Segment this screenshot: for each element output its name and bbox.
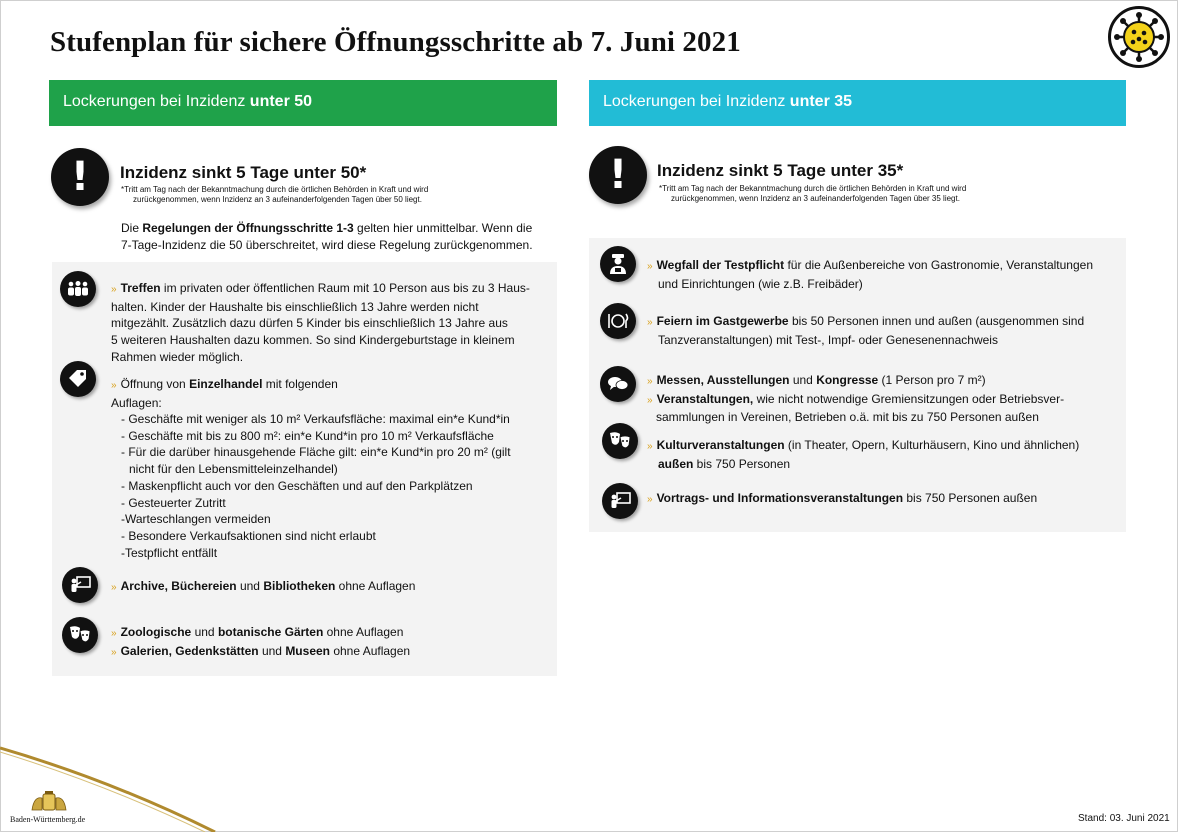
condition-note-under-35 [659,184,966,204]
theater-masks-icon [602,423,638,459]
item-text: halten. Kinder der Haushalte bis einschließlich 13 Jahre werden nicht [111,299,479,314]
auflage-item: - Geschäfte mit bis zu 800 m²: ein*e Kund*in pro 10 m² Verkaufsfläche [121,428,494,443]
intro-text-part: 7-Tage-Inzidenz die 50 überschreitet, wird diese Regelung zurückgenommen. [121,238,533,252]
item-bold: Galerien, Gedenkstätten [120,643,259,658]
item-text: für die Außenbereiche von Gastronomie, Veranstaltungen [784,258,1093,272]
page-title: Stufenplan für sichere Öffnungsschritte ab 7. Juni 2021 [50,26,741,58]
item-bold: außen [658,456,694,471]
chevron-icon: » [647,394,653,406]
item-text: und [191,625,218,639]
item-text: sammlungen in Vereinen, Betrieben o.ä. mit bis zu 750 Personen außen [656,410,1039,425]
list-item-messen-veranstaltungen [647,372,1122,426]
item-bold: Messen, Ausstellungen [656,373,790,387]
item-bold: Treffen [120,281,161,295]
speech-bubbles-icon [600,366,636,402]
chevron-icon: » [111,284,117,295]
banner-under-35 [589,80,1126,126]
auflage-item: - Geschäfte mit weniger als 10 m² Verkaufsfläche: maximal ein*e Kund*in [121,412,510,426]
list-item-feiern [647,313,1122,348]
presentation-icon [62,567,98,603]
item-bold: Kulturveranstaltungen [656,438,785,452]
chevron-icon: » [647,261,653,272]
item-bold: Feiern im Gastgewerbe [656,314,789,328]
auflage-item: nicht für den Lebensmitteleinzelhandel) [129,462,338,477]
item-text: bis 750 Personen [693,456,791,471]
item-bold: Vortrags- und Informationsveranstaltungen [656,491,904,505]
list-item-treffen [111,280,551,366]
item-text: Öffnung von [120,377,190,391]
chevron-icon: » [647,441,653,452]
item-bold: Bibliotheken [263,579,336,593]
people-icon [60,271,96,307]
item-text: wie nicht notwendige Gremiensitzungen oder Betriebsver- [753,391,1065,406]
dining-icon [600,303,636,339]
item-bold: Einzelhandel [189,377,263,391]
item-text: ohne Auflagen [330,643,411,658]
chevron-icon: » [111,380,117,391]
chevron-icon: » [647,494,653,505]
item-text: Auflagen: [111,395,162,410]
chevron-icon: » [111,646,117,658]
item-text: bis 750 Personen außen [903,491,1038,505]
auflage-item: - Gesteuerter Zutritt [121,495,226,510]
auflage-item: -Warteschlangen vermeiden [121,512,271,527]
chevron-icon: » [111,628,117,639]
chevron-icon: » [647,376,653,387]
item-text: (in Theater, Opern, Kulturhäusern, Kino und ähnlichen) [784,438,1080,452]
footer-stand-date: Stand: 03. Juni 2021 [1078,813,1170,824]
item-text: ohne Auflagen [335,579,416,593]
condition-note-under-50 [121,185,428,205]
price-tag-icon [60,361,96,397]
list-item-testpflicht [647,257,1122,292]
item-bold: Museen [285,643,330,658]
item-text: und [258,643,286,658]
item-text: mit folgenden [262,377,338,391]
item-text: mitgezählt. Zusätzlich dazu dürfen 5 Kinder bis einschließlich 13 Jahre aus [111,316,508,331]
chevron-icon: » [111,582,117,593]
item-text: und Einrichtungen (wie z.B. Freibäder) [658,276,863,291]
condition-note-line: *Tritt am Tag nach der Bekanntmachung durch die örtlichen Behörden in Kraft und wird [659,184,967,193]
chevron-icon: » [647,317,653,328]
auflage-item: - Für die darüber hinausgehende Fläche gilt: ein*e Kund*in pro 20 m² (gilt [121,445,511,460]
auflagen-list [121,411,551,561]
list-item-zoo-galerien [111,624,551,661]
intro-text-part: Die [121,221,143,235]
banner-under-35-prefix: Lockerungen bei Inzidenz [603,93,790,110]
item-text: (1 Person pro 7 m²) [878,373,986,387]
list-item-einzelhandel [111,376,551,411]
item-text: bis 50 Personen innen und außen (ausgenommen sind [788,314,1085,328]
presentation-icon [602,483,638,519]
banner-under-50-bold: unter 50 [249,93,313,110]
list-item-kultur [647,437,1122,472]
item-text: 5 weiteren Haushalten dazu kommen. So sind Kindergeburtstage in kleinem [111,333,515,348]
item-text: und [789,373,817,387]
condition-title-under-35: Inzidenz sinkt 5 Tage unter 35* [657,161,904,180]
intro-text-bold: Regelungen der Öffnungsschritte 1-3 [142,221,354,235]
item-text: und [236,579,264,593]
item-text: Tanzveranstaltungen) mit Test-, Impf- oder Genesenennachweis [658,332,998,347]
item-bold: Veranstaltungen, [656,391,754,406]
condition-note-line: zurückgenommen, wenn Inzidenz an 3 aufeinanderfolgenden Tagen über 50 liegt. [133,195,422,204]
warning-icon: ! [589,146,647,204]
auflage-item: - Besondere Verkaufsaktionen sind nicht erlaubt [121,528,376,543]
coat-of-arms-logo [30,790,68,814]
list-item-vortrag [647,490,1122,509]
item-bold: Kongresse [816,373,879,387]
banner-under-50 [49,80,557,126]
item-text: ohne Auflagen [323,625,404,639]
auflage-item: -Testpflicht entfällt [121,545,218,560]
banner-under-35-bold: unter 35 [789,93,853,110]
warning-icon: ! [51,148,109,206]
item-bold: Archive, Büchereien [120,579,237,593]
intro-text [121,220,553,254]
list-item-archive [111,578,551,597]
item-text: Rahmen wieder möglich. [111,349,244,364]
banner-under-50-prefix: Lockerungen bei Inzidenz [63,93,250,110]
theater-masks-icon [62,617,98,653]
item-text: im privaten oder öffentlichen Raum mit 10 Person aus bis zu 3 Haus- [160,281,530,295]
item-bold: botanische Gärten [217,625,324,639]
item-bold: Zoologische [120,625,192,639]
intro-text-part: gelten hier unmittelbar. Wenn die [353,221,533,235]
condition-note-line: zurückgenommen, wenn Inzidenz an 3 aufeinanderfolgenden Tagen über 35 liegt. [671,194,960,203]
auflage-item: - Maskenpflicht auch vor den Geschäften und auf den Parkplätzen [121,478,473,493]
person-test-icon [600,246,636,282]
virus-icon [1108,6,1170,68]
item-bold: Wegfall der Testpflicht [656,258,785,272]
footer-logo-text: Baden-Württemberg.de [10,815,86,824]
condition-note-line: *Tritt am Tag nach der Bekanntmachung durch die örtlichen Behörden in Kraft und wird [121,185,429,194]
condition-title-under-50: Inzidenz sinkt 5 Tage unter 50* [120,163,367,182]
